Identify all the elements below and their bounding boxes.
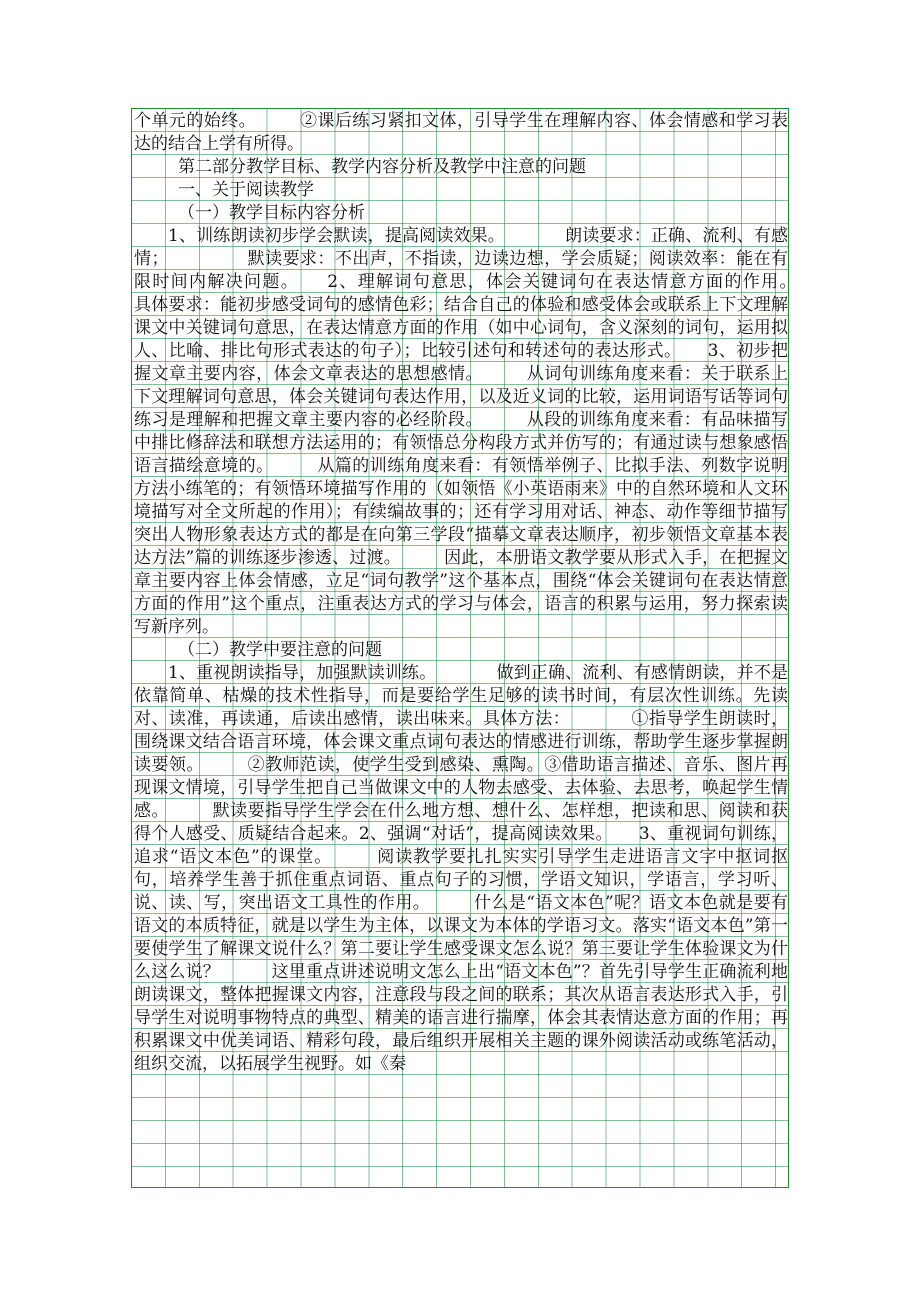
- document-body: [134, 110, 839, 1076]
- paragraph: 1、训练朗读初步学会默读，提高阅读效果。 朗读要求：正确、流利、有感情； 默读要求：不出声，不指读，边读边想，学会质疑；阅读效率：能在有限时间内解决问题。 2、理解词句意思，体会关键词句在表达情意方面的作用。 具体要求：能初步感受词句的感情色彩；结合自己的体验和感受体会或联系上下文理解课文中关键词句意思，在表达情意方面的作用（如中心词句，含义深刻的词句，运用拟人、比喻、排比句形式表达的句子）；比较引述句和转述句的表达形式。 3、初步把握文章主要内容，体会文章表达的思想感情。 从词句训练角度来看：关于联系上下文理解词句意思，体会关键词句表达作用，以及近义词的比较，运用词语写话等词句练习是理解和把握文章主要内容的必经阶段。 从段的训练角度来看：有品味描写中排比修辞法和联想方法运用的；有领悟总分构段方式并仿写的；有通过读与想象感悟语言描绘意境的。 从篇的训练角度来看：有领悟举例子、比拟手法、列数字说明方法小练笔的；有领悟环境描写作用的（如领悟《小英语雨来》中的自然环境和人文环境描写对全文所起的作用）；有续编故事的；还有学习用对话、神态、动作等细节描写突出人物形象表达方式的都是在向第三学段“描摹文章表达顺序，初步领悟文章基本表达方法”篇的训练逐步渗透、过渡。 因此，本册语文教学要从形式入手，在把握文章主要内容上体会情感，立足“词句教学”这个基本点，围绕“体会关键词句在表达情意方面的作用”这个重点，注重表达方式的学习与体会，语言的积累与运用，努力探索读写新序列。: [134, 226, 839, 637]
- subsection-heading: 一、关于阅读教学: [178, 180, 314, 200]
- subsection-heading: （二）教学中要注意的问题: [178, 640, 382, 660]
- paragraph: 1、重视朗读指导，加强默读训练。 做到正确、流利、有感情朗读，并不是依靠简单、枯燥的技术性指导，而是要给学生足够的读书时间，有层次性训练。先读对、读准，再读通，后读出感情，读出味来。具体方法： ①指导学生朗读时，围绕课文结合语言环境，体会课文重点词句表达的情感进行训练，帮助学生逐步掌握朗读要领。 ②教师范读，使学生受到感染、熏陶。③借助语言描述、音乐、图片再现课文情境，引导学生把自己当做课文中的人物去感受、去体验、去思考，唤起学生情感。 默读要指导学生学会在什么地方想、想什么、怎样想，把读和思、阅读和获得个人感受、质疑结合起来。2、强调“对话”，提高阅读效果。 3、重视词句训练，追求“语文本色”的课堂。 阅读教学要扎扎实实引导学生走进语言文字中抠词抠句，培养学生善于抓住重点词语、重点句子的习惯，学语文知识，学语言，学习听、说、读、写，突出语文工具性的作用。 什么是“语文本色”呢？语文本色就是要有语文的本质特征，就是以学生为主体，以课文为本体的学语习文。落实“语文本色”第一要使学生了解课文说什么？第二要让学生感受课文怎么说？第三要让学生体验课文为什么这么说？ 这里重点讲述说明文怎么上出“语文本色”？首先引导学生正确流利地朗读课文，整体把握课文内容，注意段与段之间的联系；其次从语言表达形式入手，引导学生对说明事物特点的典型、精美的语言进行揣摩，体会其表情达意方面的作用；再积累课文中优美词语、精彩句段，最后组织开展相关主题的课外阅读活动或练笔活动，组织交流，以拓展学生视野。如《秦: [134, 663, 788, 1074]
- paragraph: 个单元的始终。 ②课后练习紧扣文体，引导学生在理解内容、体会情感和学习表达的结合上学有所得。: [134, 111, 788, 154]
- section-heading: 第二部分教学目标、教学内容分析及教学中注意的问题: [178, 157, 586, 177]
- subsection-heading: （一）教学目标内容分析: [178, 203, 365, 223]
- document-page: [131, 108, 839, 1188]
